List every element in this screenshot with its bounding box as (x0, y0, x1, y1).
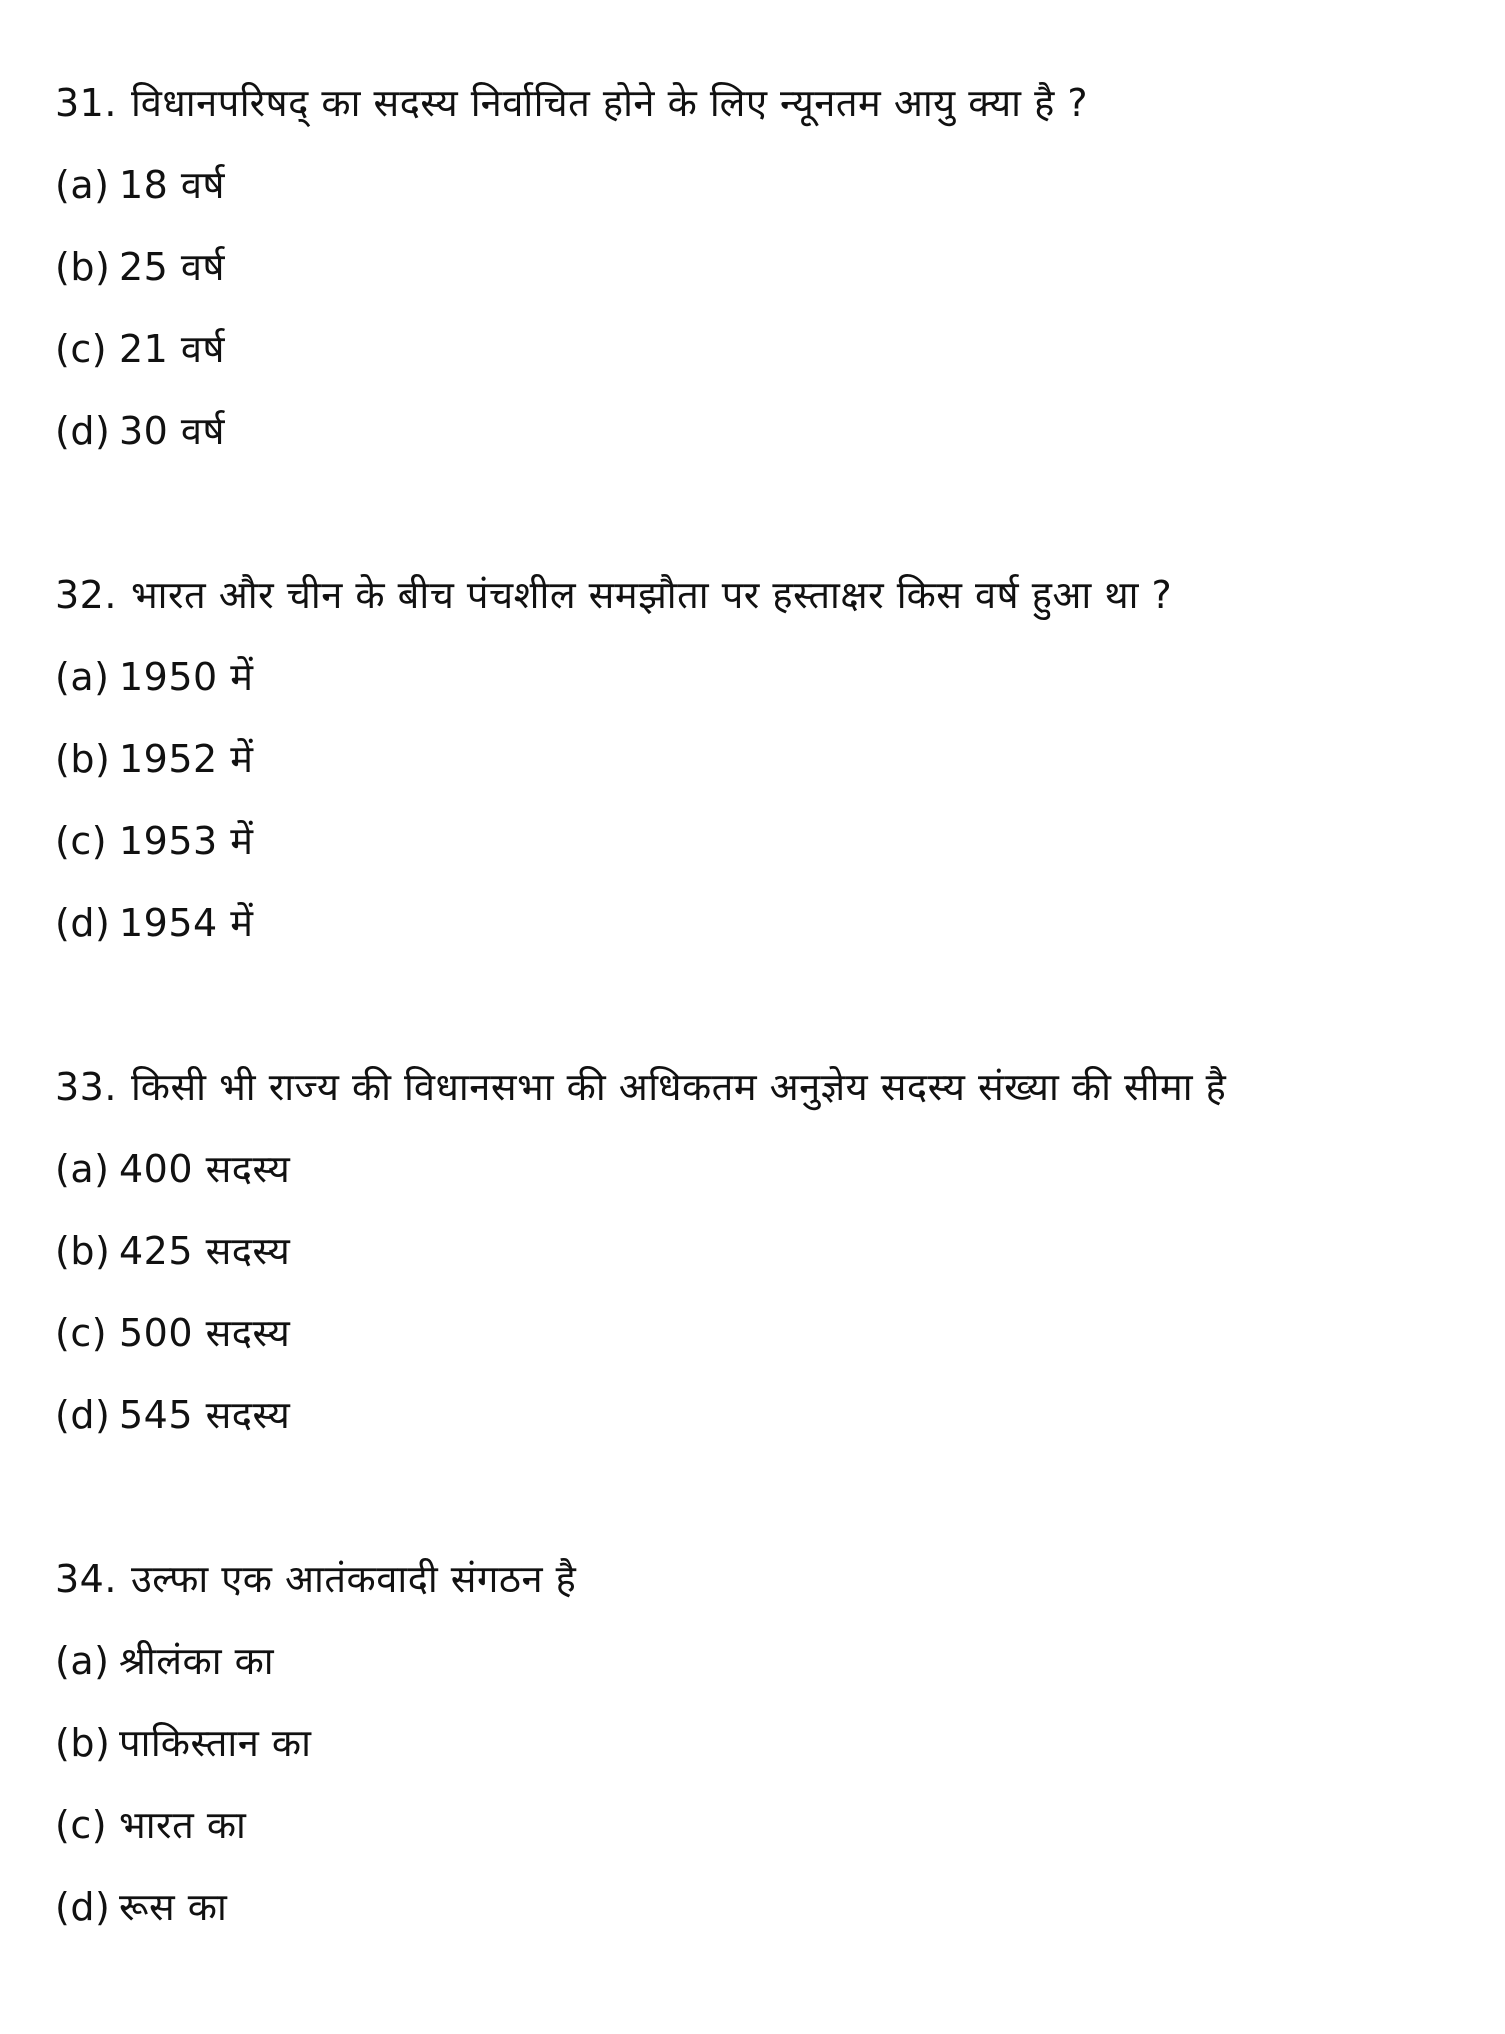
question-text: भारत और चीन के बीच पंचशील समझौता पर हस्ताक्षर किस वर्ष हुआ था ? (130, 573, 1173, 617)
option-32-a[interactable] (55, 652, 254, 702)
option-text: 1953 में (119, 819, 254, 863)
option-label: (a) (55, 1147, 110, 1191)
option-label: (a) (55, 655, 110, 699)
option-text: 1952 में (119, 737, 254, 781)
option-34-b[interactable] (55, 1718, 311, 1768)
option-text: भारत का (119, 1803, 247, 1847)
question-text: किसी भी राज्य की विधानसभा की अधिकतम अनुज्ञेय सदस्य संख्या की सीमा है (130, 1065, 1227, 1109)
question-text: विधानपरिषद् का सदस्य निर्वाचित होने के लिए न्यूनतम आयु क्या है ? (130, 81, 1089, 125)
option-32-d[interactable] (55, 898, 254, 948)
question-number: 34. (55, 1557, 117, 1601)
option-text: 1950 में (119, 655, 254, 699)
option-text: 545 सदस्य (119, 1393, 291, 1437)
option-label: (b) (55, 245, 111, 289)
question-text: उल्फा एक आतंकवादी संगठन है (130, 1557, 577, 1601)
option-label: (a) (55, 163, 110, 207)
option-text: 25 वर्ष (119, 245, 226, 289)
question-33 (55, 1062, 1226, 1112)
question-number: 33. (55, 1065, 117, 1109)
option-text: 400 सदस्य (119, 1147, 291, 1191)
option-33-d[interactable] (55, 1390, 290, 1440)
question-number: 31. (55, 81, 117, 125)
option-text: 1954 में (119, 901, 254, 945)
option-label: (c) (55, 327, 108, 371)
option-33-c[interactable] (55, 1308, 290, 1358)
option-label: (b) (55, 1721, 111, 1765)
question-34 (55, 1554, 576, 1604)
option-31-d[interactable] (55, 406, 225, 456)
option-label: (d) (55, 1885, 111, 1929)
option-label: (d) (55, 409, 111, 453)
option-label: (a) (55, 1639, 110, 1683)
option-text: 500 सदस्य (119, 1311, 291, 1355)
option-label: (c) (55, 1803, 108, 1847)
option-label: (b) (55, 1229, 111, 1273)
option-31-c[interactable] (55, 324, 225, 374)
option-text: श्रीलंका का (119, 1639, 275, 1683)
option-34-d[interactable] (55, 1882, 227, 1932)
option-33-b[interactable] (55, 1226, 290, 1276)
option-text: 30 वर्ष (119, 409, 226, 453)
option-label: (b) (55, 737, 111, 781)
question-number: 32. (55, 573, 117, 617)
option-text: रूस का (119, 1885, 228, 1929)
option-text: 21 वर्ष (119, 327, 226, 371)
option-34-c[interactable] (55, 1800, 246, 1850)
option-label: (c) (55, 819, 108, 863)
option-32-c[interactable] (55, 816, 254, 866)
option-34-a[interactable] (55, 1636, 274, 1686)
option-text: 18 वर्ष (119, 163, 226, 207)
option-33-a[interactable] (55, 1144, 290, 1194)
option-label: (d) (55, 901, 111, 945)
option-label: (c) (55, 1311, 108, 1355)
option-31-b[interactable] (55, 242, 225, 292)
option-label: (d) (55, 1393, 111, 1437)
question-31 (55, 78, 1088, 128)
option-text: पाकिस्तान का (119, 1721, 312, 1765)
option-31-a[interactable] (55, 160, 225, 210)
question-32 (55, 570, 1172, 620)
option-text: 425 सदस्य (119, 1229, 291, 1273)
option-32-b[interactable] (55, 734, 254, 784)
